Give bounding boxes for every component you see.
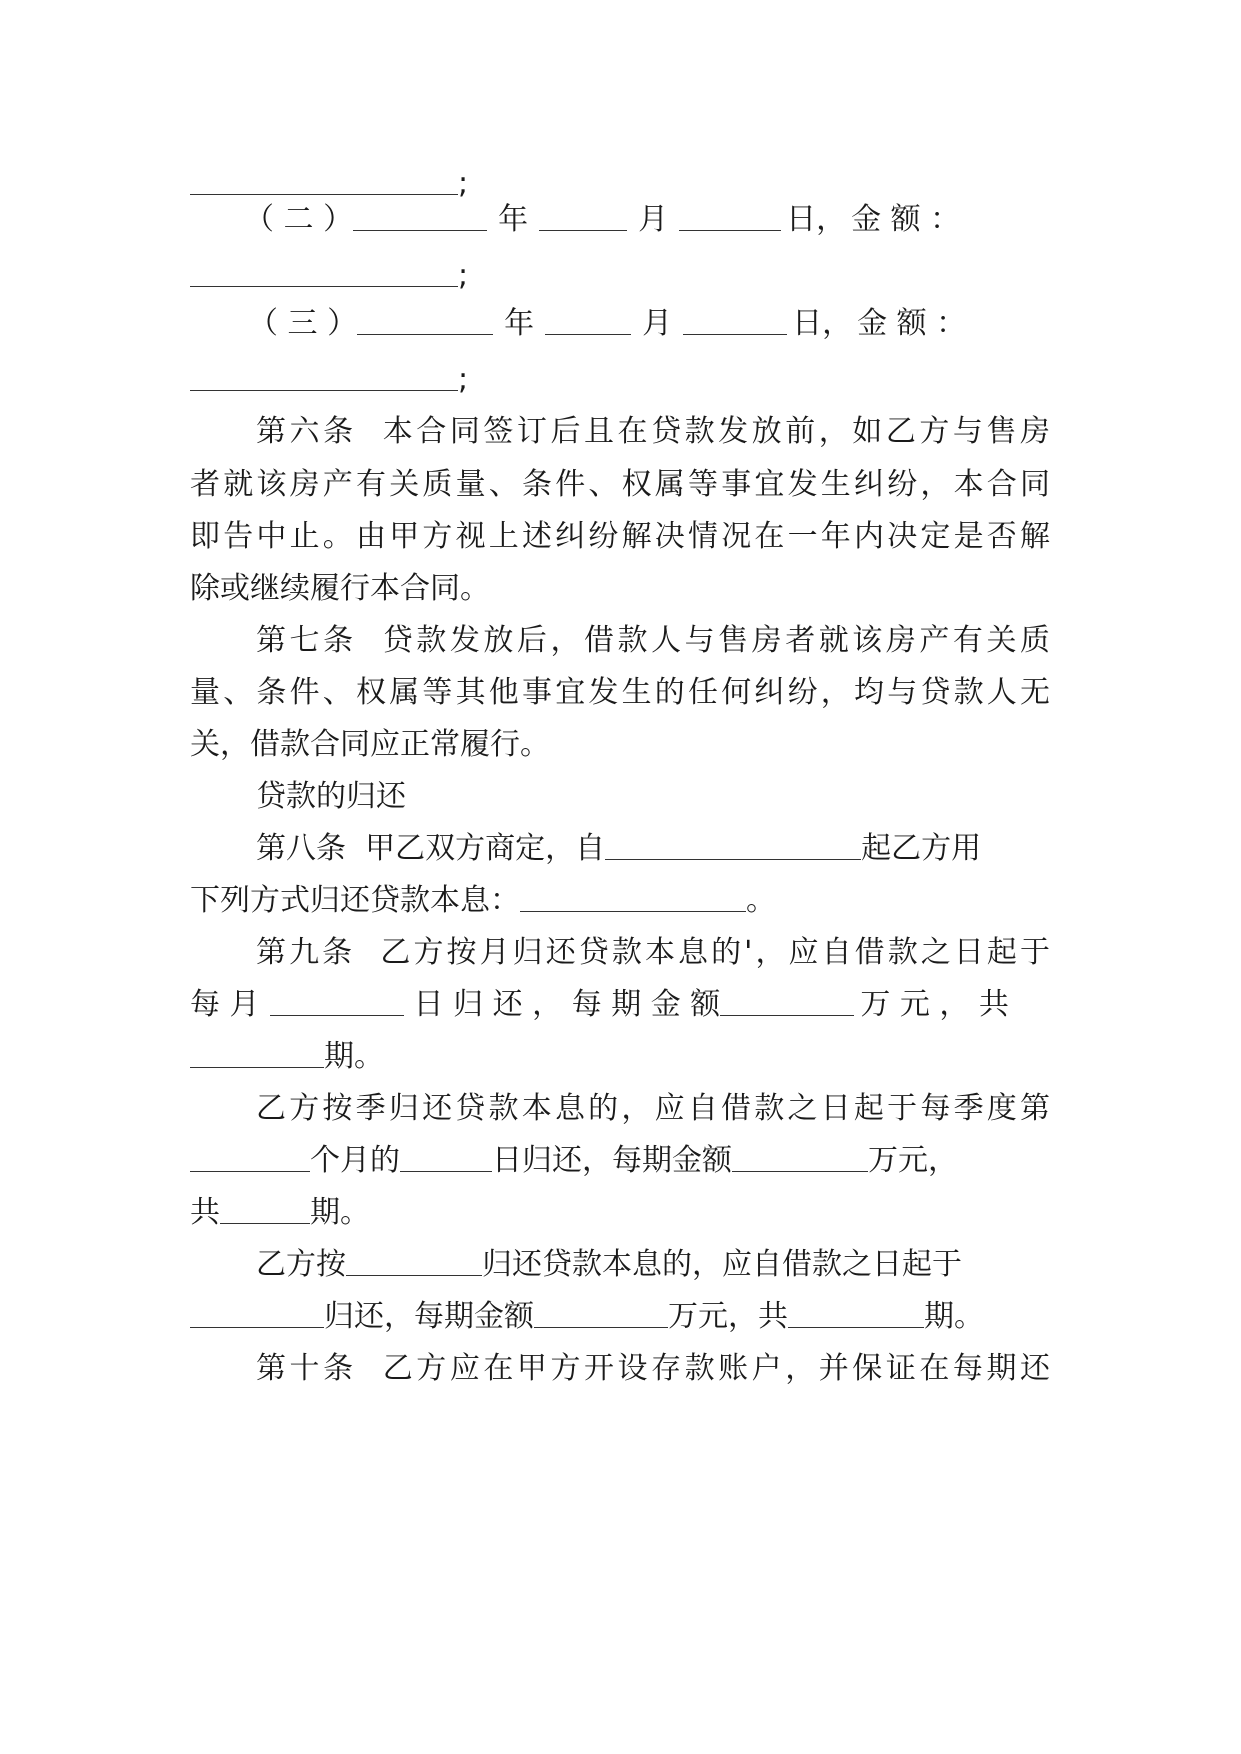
blank-field	[190, 258, 458, 287]
blank-field	[732, 1143, 868, 1172]
blank-field	[400, 1143, 492, 1172]
blank-field	[534, 1299, 668, 1328]
blank-field	[353, 202, 487, 231]
article-8-line: 第八条 甲乙双方商定，自 起乙方用	[256, 831, 982, 866]
quarterly-line: 乙方按季归还贷款本息的，应自借款之日起于每季度第	[256, 1091, 1050, 1126]
article-6-line: 第六条 本合同签订后且在贷款发放前，如乙方与售房	[256, 414, 1050, 449]
quarterly-line: 个月的 日归还，每期金额 万元，	[190, 1141, 1050, 1181]
blank-field	[720, 987, 854, 1016]
article-10-line: 第十条 乙方应在甲方开设存款账户，并保证在每期还	[256, 1351, 1050, 1386]
article-6-line: 即告中止。由甲方视上述纠纷解决情况在一年内决定是否解	[190, 519, 1050, 554]
blank-field	[220, 1195, 310, 1224]
blank-field	[190, 1143, 310, 1172]
blank-field	[190, 1039, 324, 1068]
article-7-line: 量、条件、权属等其他事宜发生的任何纠纷，均与贷款人无	[190, 675, 1050, 710]
other-schedule-line: 归还，每期金额 万元，共 期。	[190, 1297, 1050, 1337]
section-heading: 贷款的归还	[256, 779, 406, 814]
blank-field	[270, 987, 404, 1016]
doc-line: ;	[190, 256, 1050, 296]
blank-field	[679, 202, 781, 231]
doc-line: ;	[190, 164, 1050, 204]
article-6-line: 除或继续履行本合同。	[190, 571, 490, 606]
article-8-line: 下列方式归还贷款本息： 。	[190, 883, 776, 918]
article-9-line: 每 月 日 归 还 ， 每 期 金 额 万 元 ， 共	[190, 987, 1009, 1022]
article-6-line: 者就该房产有关质量、条件、权属等事宜发生纠纷，本合同	[190, 467, 1050, 502]
blank-field	[539, 202, 627, 231]
blank-field	[190, 362, 458, 391]
blank-field	[520, 883, 746, 912]
article-9-line: 第九条 乙方按月归还贷款本息的'，应自借款之日起于	[256, 935, 1050, 970]
article-7-line: 第七条 贷款发放后，借款人与售房者就该房产有关质	[256, 623, 1050, 658]
blank-field	[605, 831, 861, 860]
blank-field	[545, 306, 631, 335]
quarterly-line: 共 期。	[190, 1195, 370, 1230]
payment-item-2: （ 二 ） 年 月 日， 金 额 ：	[244, 202, 961, 237]
article-9-line: 期。	[190, 1037, 1050, 1077]
blank-field	[683, 306, 787, 335]
doc-line: ;	[190, 360, 1050, 400]
blank-field	[357, 306, 493, 335]
article-7-line: 关，借款合同应正常履行。	[190, 727, 550, 762]
payment-item-3: （ 三 ） 年 月 日， 金 额 ：	[248, 306, 967, 341]
blank-field	[190, 1299, 324, 1328]
blank-field	[346, 1247, 482, 1276]
blank-field	[190, 166, 458, 195]
blank-field	[788, 1299, 924, 1328]
other-schedule-line: 乙方按 归还贷款本息的，应自借款之日起于	[256, 1247, 962, 1282]
